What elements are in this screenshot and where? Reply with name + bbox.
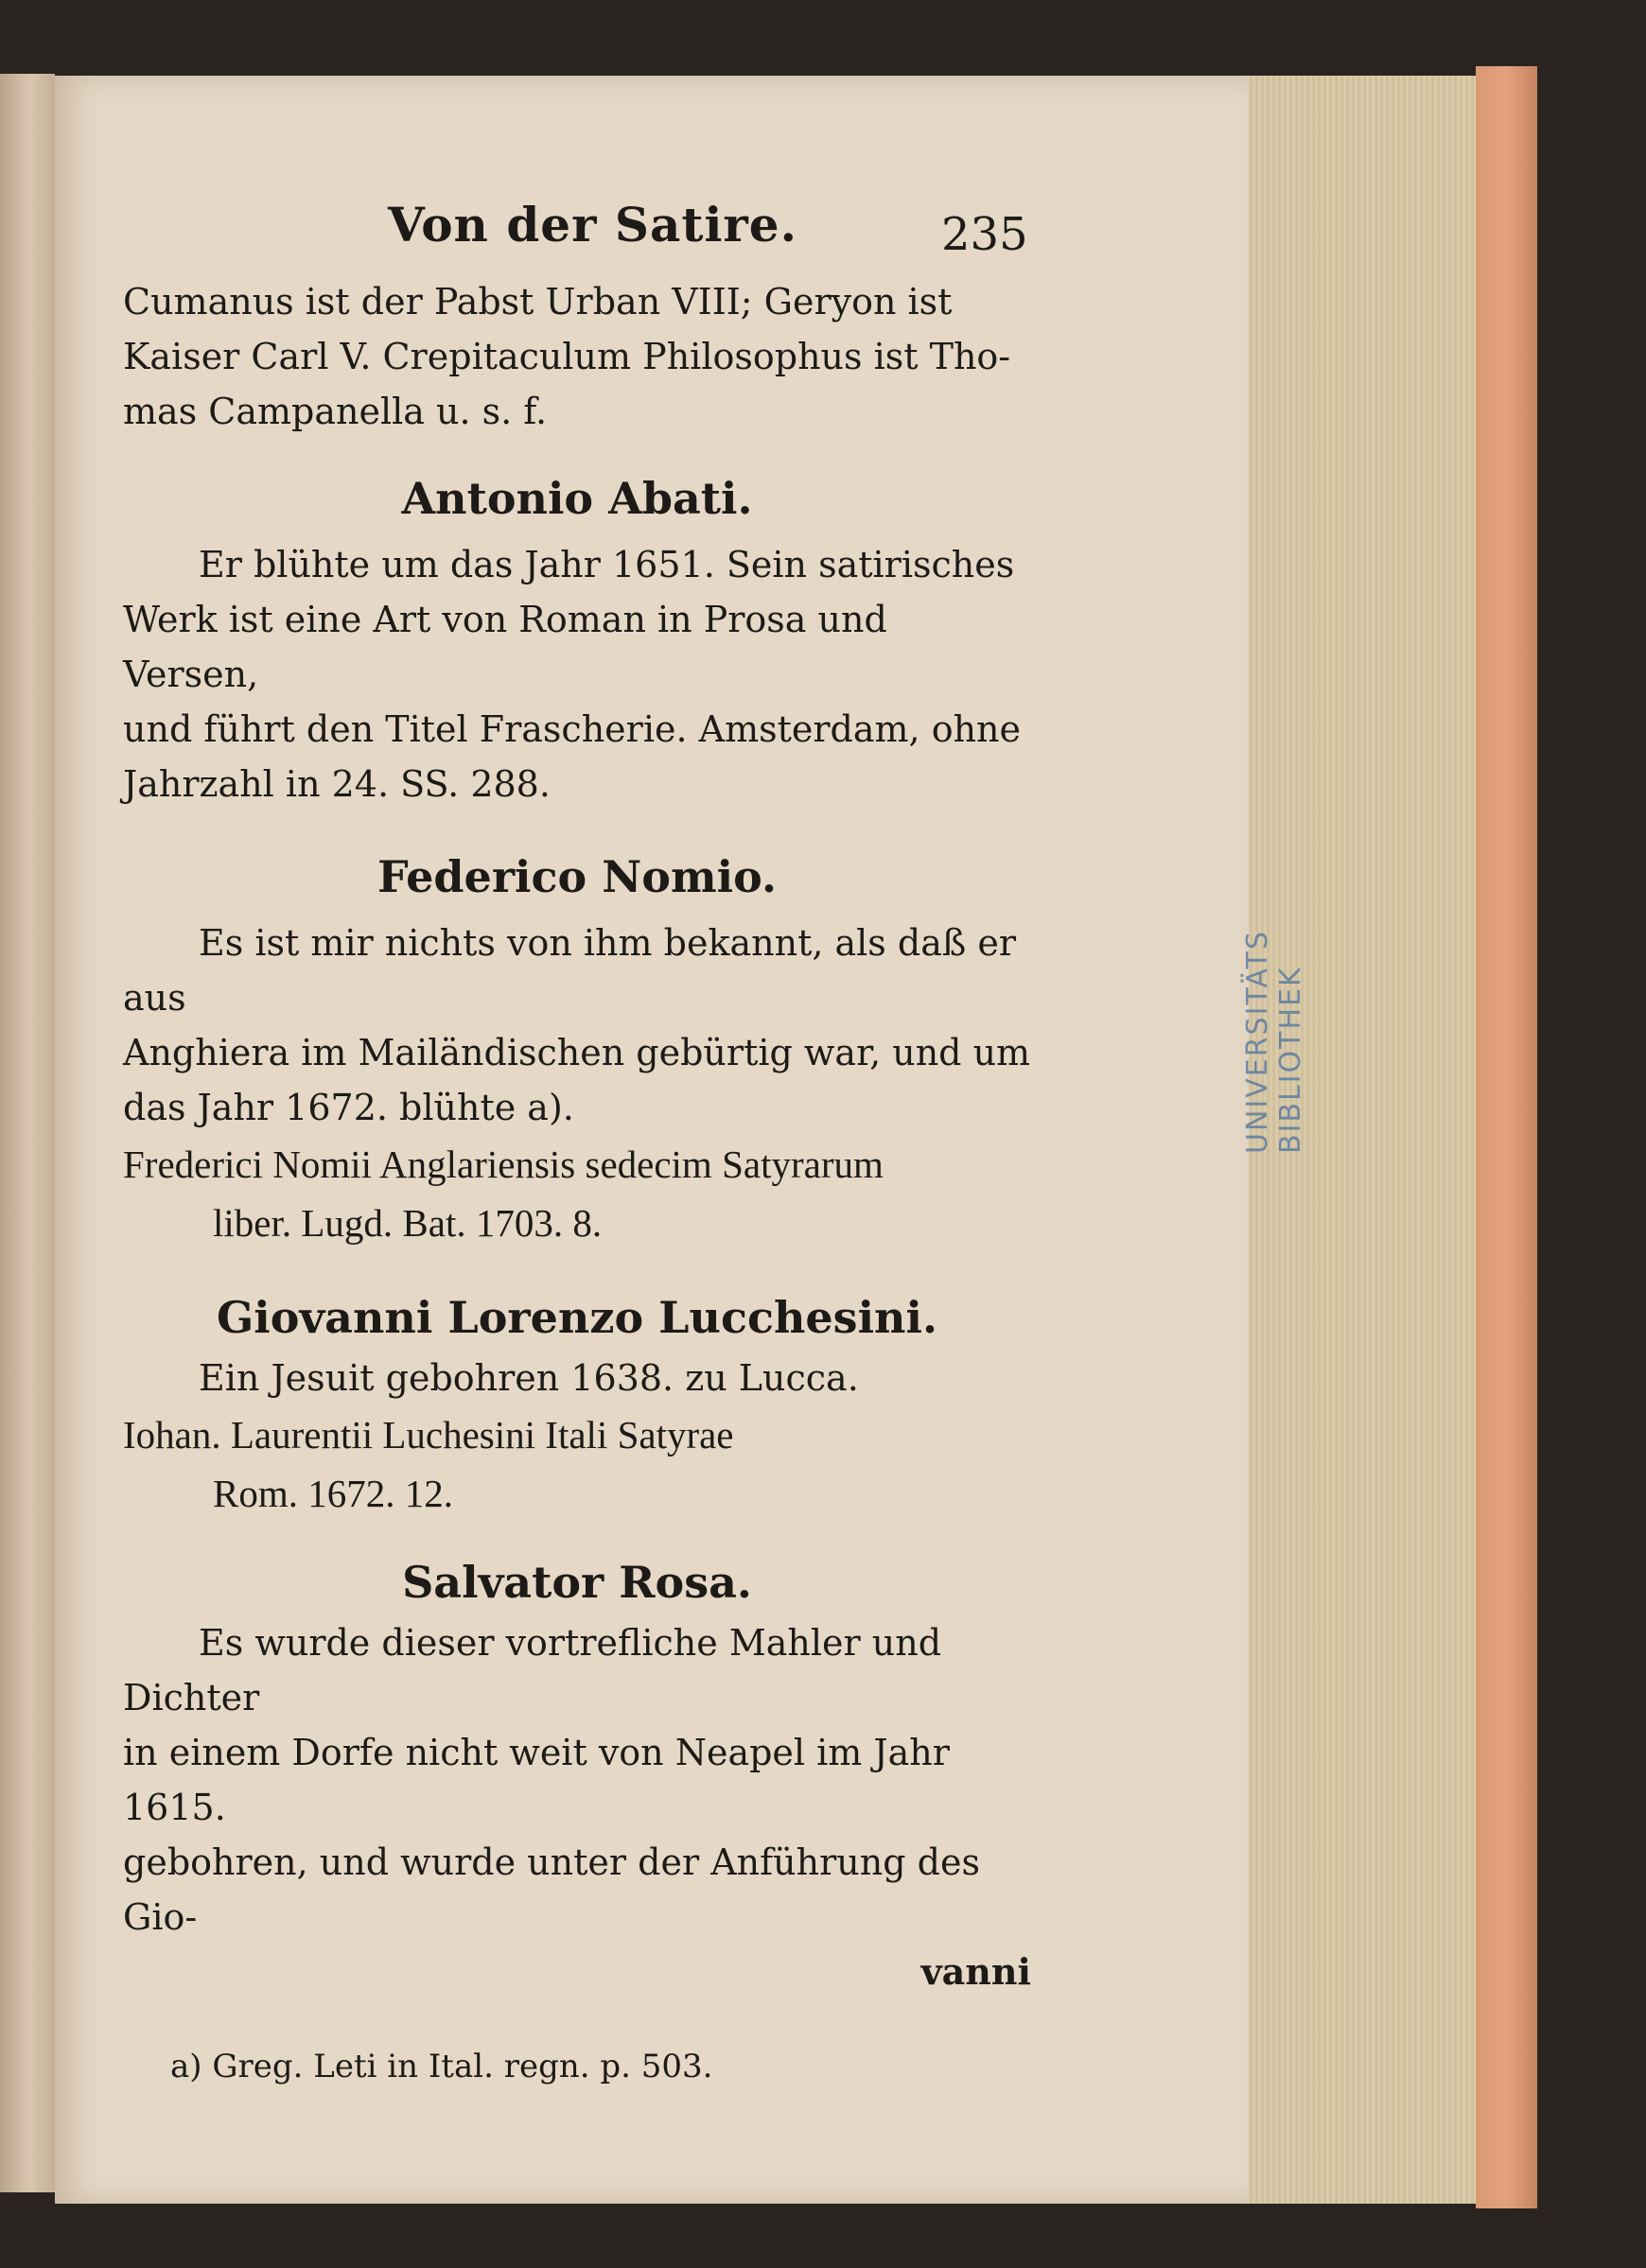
text-line: in einem Dorfe nicht weit von Neapel im Jahr 1615.	[123, 1732, 950, 1828]
text-line: und führt den Titel Frascherie. Amsterdam, ohne	[123, 708, 1022, 750]
text-line: das Jahr 1672. blühte a).	[123, 1087, 574, 1128]
section-heading: Federico Nomio.	[376, 851, 778, 902]
section-heading: Giovanni Lorenzo Lucchesini.	[217, 1292, 937, 1343]
text-line: Kaiser Carl V. Crepitaculum Philosophus ist Tho-	[123, 336, 1011, 377]
text-line: Cumanus ist der Pabst Urban VIII; Geryon ist	[123, 281, 953, 323]
footnote: a) Greg. Leti in Ital. regn. p. 503.	[170, 2048, 713, 2085]
text-line: mas Campanella u. s. f.	[123, 391, 548, 432]
text-line: Es wurde dieser vortrefliche Mahler und Dichter	[123, 1622, 942, 1718]
catchword: vanni	[920, 1950, 1031, 1993]
section-heading: Salvator Rosa.	[402, 1557, 752, 1608]
text-line: Jahrzahl in 24. SS. 288.	[123, 763, 551, 805]
running-title: Von der Satire.	[388, 197, 797, 253]
section-heading: Antonio Abati.	[401, 473, 753, 524]
left-page-edge	[0, 74, 55, 2192]
text-line: Er blühte um das Jahr 1651. Sein satirisches	[199, 544, 1015, 585]
bibliography-line: liber. Lugd. Bat. 1703. 8.	[213, 1201, 603, 1245]
running-header	[123, 189, 1031, 274]
bibliography-line: Rom. 1672. 12.	[213, 1472, 453, 1515]
text-line: Es ist mir nichts von ihm bekannt, als daß er aus	[123, 922, 1016, 1019]
bibliography-line: Iohan. Laurentii Luchesini Itali Satyrae	[123, 1413, 734, 1457]
page-number: 235	[941, 208, 1028, 261]
text-line: gebohren, und wurde unter der Anführung des Gio-	[123, 1841, 980, 1938]
library-stamp: UNIVERSITÄTS BIBLIOTHEK	[1241, 929, 1307, 1154]
text-line: Werk ist eine Art von Roman in Prosa und Versen,	[123, 599, 887, 695]
bibliography-line: Frederici Nomii Anglariensis sedecim Satyrarum	[123, 1143, 884, 1186]
page-text	[123, 189, 1031, 2094]
text-line: Anghiera im Mailändischen gebürtig war, und um	[123, 1032, 1031, 1073]
text-line: Ein Jesuit gebohren 1638. zu Lucca.	[199, 1357, 859, 1399]
book-cover	[1476, 66, 1537, 2208]
